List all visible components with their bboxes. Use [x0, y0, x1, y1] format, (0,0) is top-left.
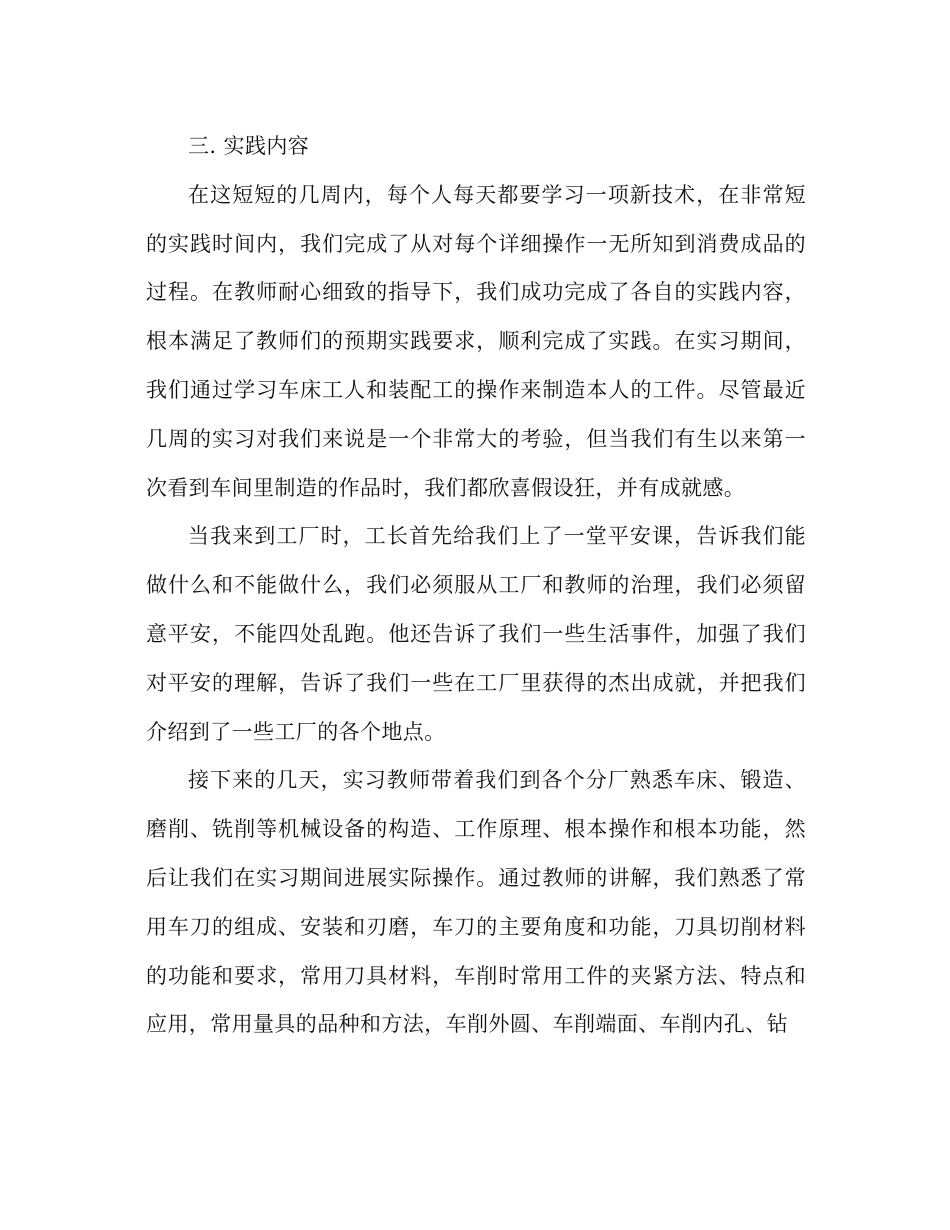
- paragraph-2: 当我来到工厂时，工长首先给我们上了一堂平安课，告诉我们能做什么和不能做什么，我们必须服从工厂和教师的治理，我们必须留意平安，不能四处乱跑。他还告诉了我们一些生活事件，加强了我们对平安的理解，告诉了我们一些在工厂里获得的杰出成就，并把我们介绍到了一些工厂的各个地点。: [146, 524, 806, 744]
- paragraph-1: 在这短短的几周内，每个人每天都要学习一项新技术，在非常短的实践时间内，我们完成了从对每个详细操作一无所知到消费成品的过程。在教师耐心细致的指导下，我们成功完成了各自的实践内容，根本满足了教师们的预期实践要求，顺利完成了实践。在实习期间，我们通过学习车床工人和装配工的操作来制造本人的工件。尽管最近几周的实习对我们来说是一个非常大的考验，但当我们有生以来第一次看到车间里制造的作品时，我们都欣喜假设狂，并有成就感。: [146, 182, 806, 500]
- document-body: [146, 122, 806, 1049]
- paragraph-3: 接下来的几天，实习教师带着我们到各个分厂熟悉车床、锻造、磨削、铣削等机械设备的构造、工作原理、根本操作和根本功能，然后让我们在实习期间进展实际操作。通过教师的讲解，我们熟悉了常用车刀的组成、安装和刃磨，车刀的主要角度和功能，刀具切削材料的功能和要求，常用刀具材料，车削时常用工件的夹紧方法、特点和应用，常用量具的品种和方法，车削外圆、车削端面、车削内孔、钻: [146, 768, 806, 1037]
- section-heading: 三. 实践内容: [188, 134, 310, 158]
